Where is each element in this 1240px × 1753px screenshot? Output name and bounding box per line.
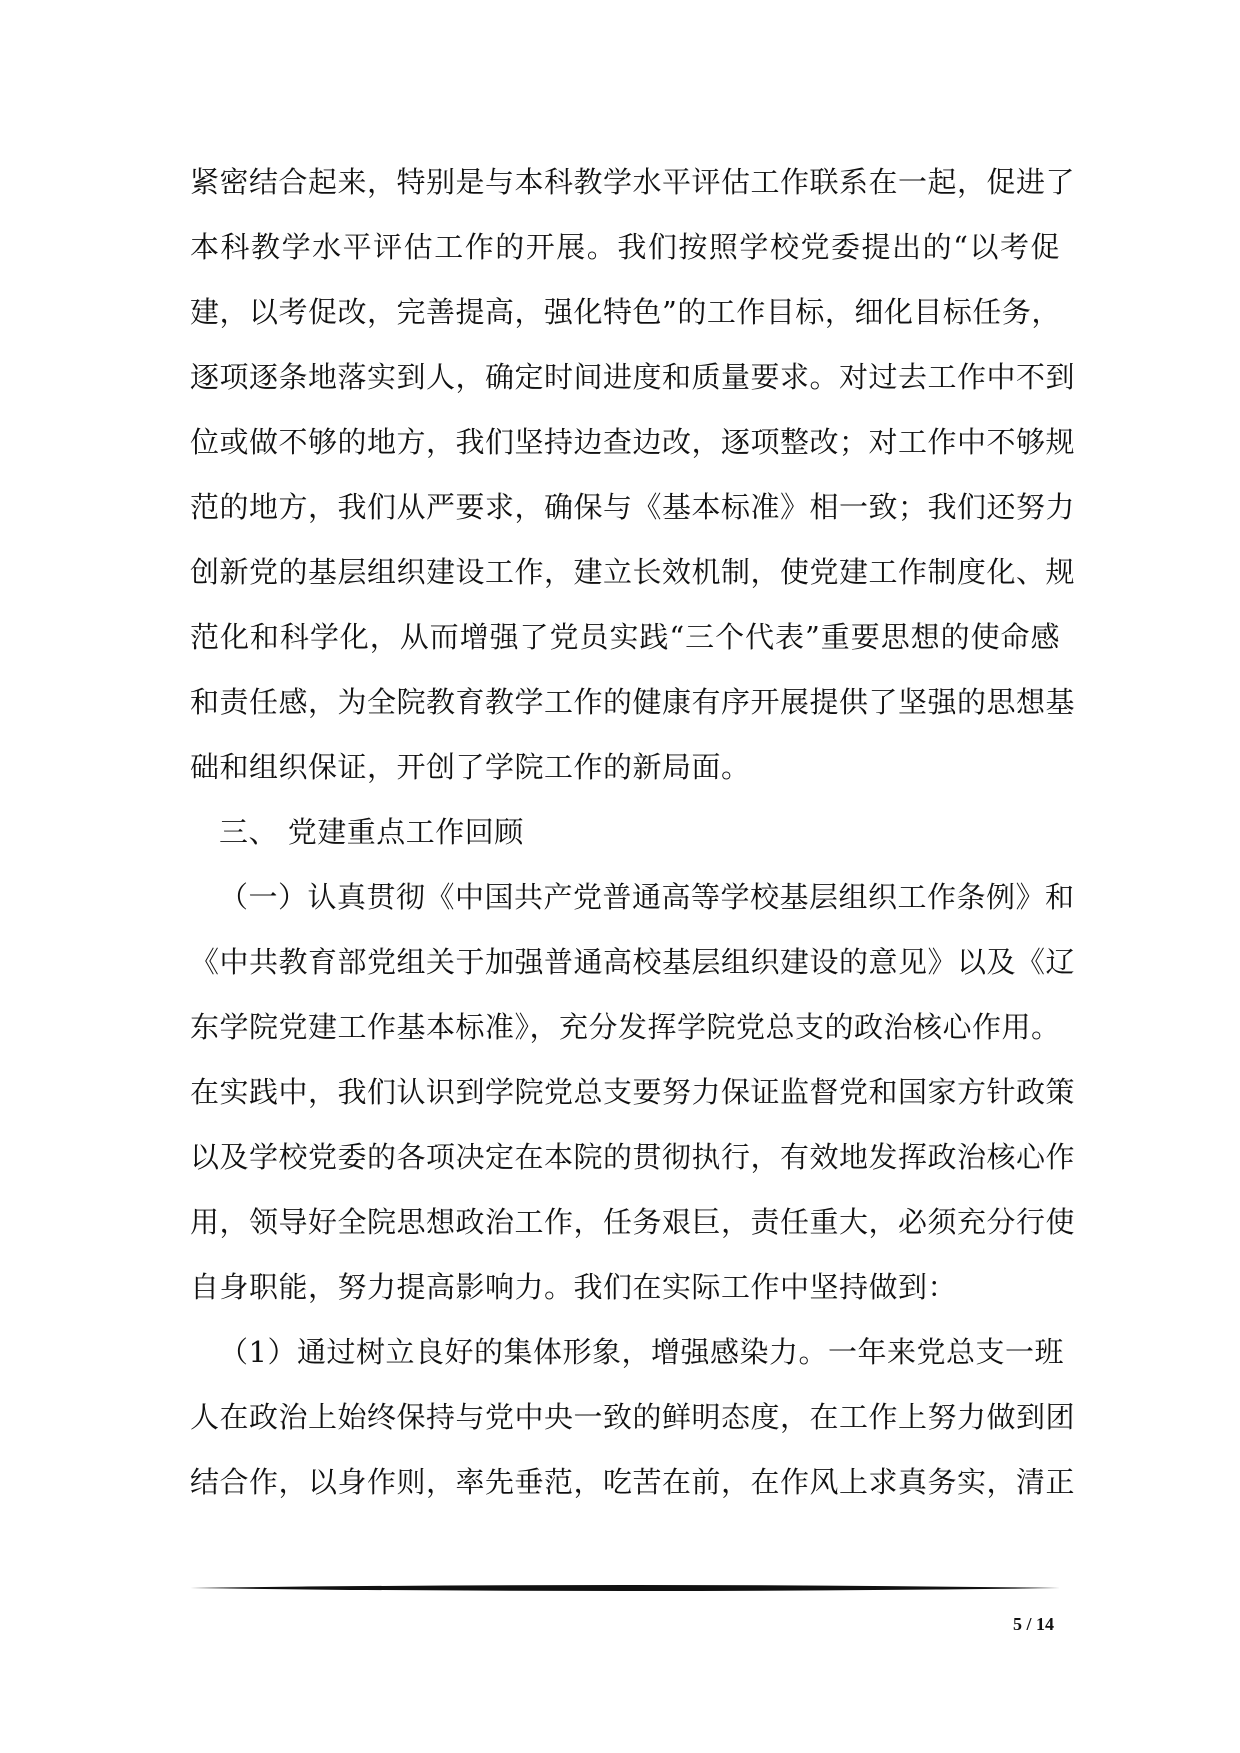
- paragraph-line: 自身职能，努力提高影响力。我们在实际工作中坚持做到：: [190, 1270, 958, 1304]
- paragraph-line: 建，以考促改，完善提高，强化特色”的工作目标，细化目标任务，: [190, 295, 1061, 329]
- paragraph-line: 东学院党建工作基本标准》，充分发挥学院党总支的政治核心作用。: [190, 1010, 1061, 1044]
- page-number: 5 / 14: [1012, 1614, 1054, 1634]
- footer-rule: [190, 1583, 1060, 1593]
- paragraph-line: 范的地方，我们从严要求，确保与《基本标准》相一致；我们还努力: [190, 490, 1076, 524]
- paragraph-line: 本科教学水平评估工作的开展。我们按照学校党委提出的“以考促: [190, 230, 1060, 264]
- paragraph-line: 逐项逐条地落实到人，确定时间进度和质量要求。对过去工作中不到: [190, 360, 1076, 394]
- paragraph-line: （一）认真贯彻《中国共产党普通高等学校基层组织工作条例》和: [219, 880, 1075, 914]
- paragraph-line: 位或做不够的地方，我们坚持边查边改，逐项整改；对工作中不够规: [190, 425, 1076, 459]
- section-heading: 三、 党建重点工作回顾: [219, 815, 524, 849]
- paragraph-line: 《中共教育部党组关于加强普通高校基层组织建设的意见》以及《辽: [190, 945, 1076, 979]
- paragraph-line: 础和组织保证，开创了学院工作的新局面。: [190, 750, 751, 784]
- paragraph-line: （1）通过树立良好的集体形象，增强感染力。一年来党总支一班: [219, 1335, 1064, 1369]
- paragraph-line: 和责任感，为全院教育教学工作的健康有序开展提供了坚强的思想基: [190, 685, 1076, 719]
- paragraph-line: 范化和科学化，从而增强了党员实践“三个代表”重要思想的使命感: [190, 620, 1060, 654]
- body-text: [190, 150, 1076, 1515]
- paragraph-line: 以及学校党委的各项决定在本院的贯彻执行，有效地发挥政治核心作: [190, 1140, 1076, 1174]
- paragraph-line: 人在政治上始终保持与党中央一致的鲜明态度，在工作上努力做到团: [190, 1400, 1076, 1434]
- paragraph-line: 紧密结合起来，特别是与本科教学水平评估工作联系在一起，促进了: [190, 165, 1076, 199]
- paragraph-line: 创新党的基层组织建设工作，建立长效机制，使党建工作制度化、规: [190, 555, 1076, 589]
- paragraph-line: 在实践中，我们认识到学院党总支要努力保证监督党和国家方针政策: [190, 1075, 1076, 1109]
- paragraph-line: 用，领导好全院思想政治工作，任务艰巨，责任重大，必须充分行使: [190, 1205, 1076, 1239]
- paragraph-line: 结合作，以身作则，率先垂范，吃苦在前，在作风上求真务实，清正: [190, 1465, 1076, 1499]
